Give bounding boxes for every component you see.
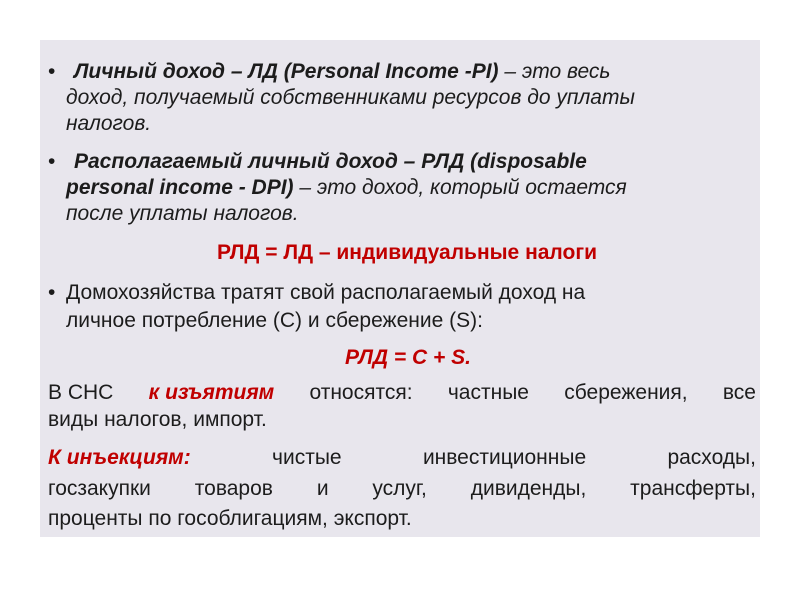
disposable-income-line-1: Располагаемый личный доход – РЛД (disposable bbox=[74, 150, 587, 173]
disposable-income-term: personal income - DPI) bbox=[66, 176, 294, 199]
text-fragment: услуг, bbox=[372, 477, 427, 500]
text-fragment: инвестиционные bbox=[422, 446, 587, 469]
slide bbox=[40, 40, 760, 537]
injections-line-2 bbox=[48, 476, 756, 502]
personal-income-definition: – это весь bbox=[498, 60, 611, 83]
injections-term: К инъекциям: bbox=[48, 446, 191, 469]
text-fragment: госзакупки bbox=[48, 477, 151, 500]
personal-income-line-1 bbox=[74, 59, 610, 85]
formula-consumption-savings: РЛД = C + S. bbox=[345, 346, 471, 369]
text-fragment: и bbox=[316, 477, 329, 500]
text-fragment: дивиденды, bbox=[470, 477, 587, 500]
text-fragment: относятся: bbox=[309, 381, 413, 404]
personal-income-term: Личный доход – ЛД (Personal Income -PI) bbox=[74, 60, 499, 83]
text-fragment: товаров bbox=[194, 477, 273, 500]
bullet: • bbox=[48, 150, 56, 173]
bullet: • bbox=[48, 60, 56, 83]
personal-income-line-3: налогов. bbox=[66, 112, 152, 135]
text-fragment: сбережения, bbox=[564, 381, 688, 404]
text-fragment: В СНС bbox=[48, 381, 114, 404]
text-fragment: все bbox=[722, 381, 756, 404]
text-fragment: частные bbox=[447, 381, 529, 404]
personal-income-line-2: доход, получаемый собственниками ресурсов до уплаты bbox=[66, 86, 635, 109]
injections-line-1 bbox=[48, 445, 756, 471]
disposable-income-line-2 bbox=[66, 175, 627, 201]
disposable-income-definition: – это доход, который остается bbox=[293, 176, 627, 199]
text-fragment: трансферты, bbox=[630, 477, 756, 500]
formula-disposable-income: РЛД = ЛД – индивидуальные налоги bbox=[217, 241, 597, 264]
text-fragment: расходы, bbox=[667, 446, 756, 469]
injections-line-3: проценты по гособлигациям, экспорт. bbox=[48, 507, 412, 530]
text-fragment: чистые bbox=[272, 446, 342, 469]
households-line-1: Домохозяйства тратят свой располагаемый доход на bbox=[66, 281, 586, 304]
bullet: • bbox=[48, 281, 56, 304]
withdrawals-line-2: виды налогов, импорт. bbox=[48, 408, 267, 431]
disposable-income-line-3: после уплаты налогов. bbox=[66, 202, 299, 225]
households-line-2: личное потребление (C) и сбережение (S): bbox=[66, 309, 483, 332]
withdrawals-term: к изъятиям bbox=[148, 381, 275, 404]
withdrawals-line-1 bbox=[48, 380, 756, 406]
